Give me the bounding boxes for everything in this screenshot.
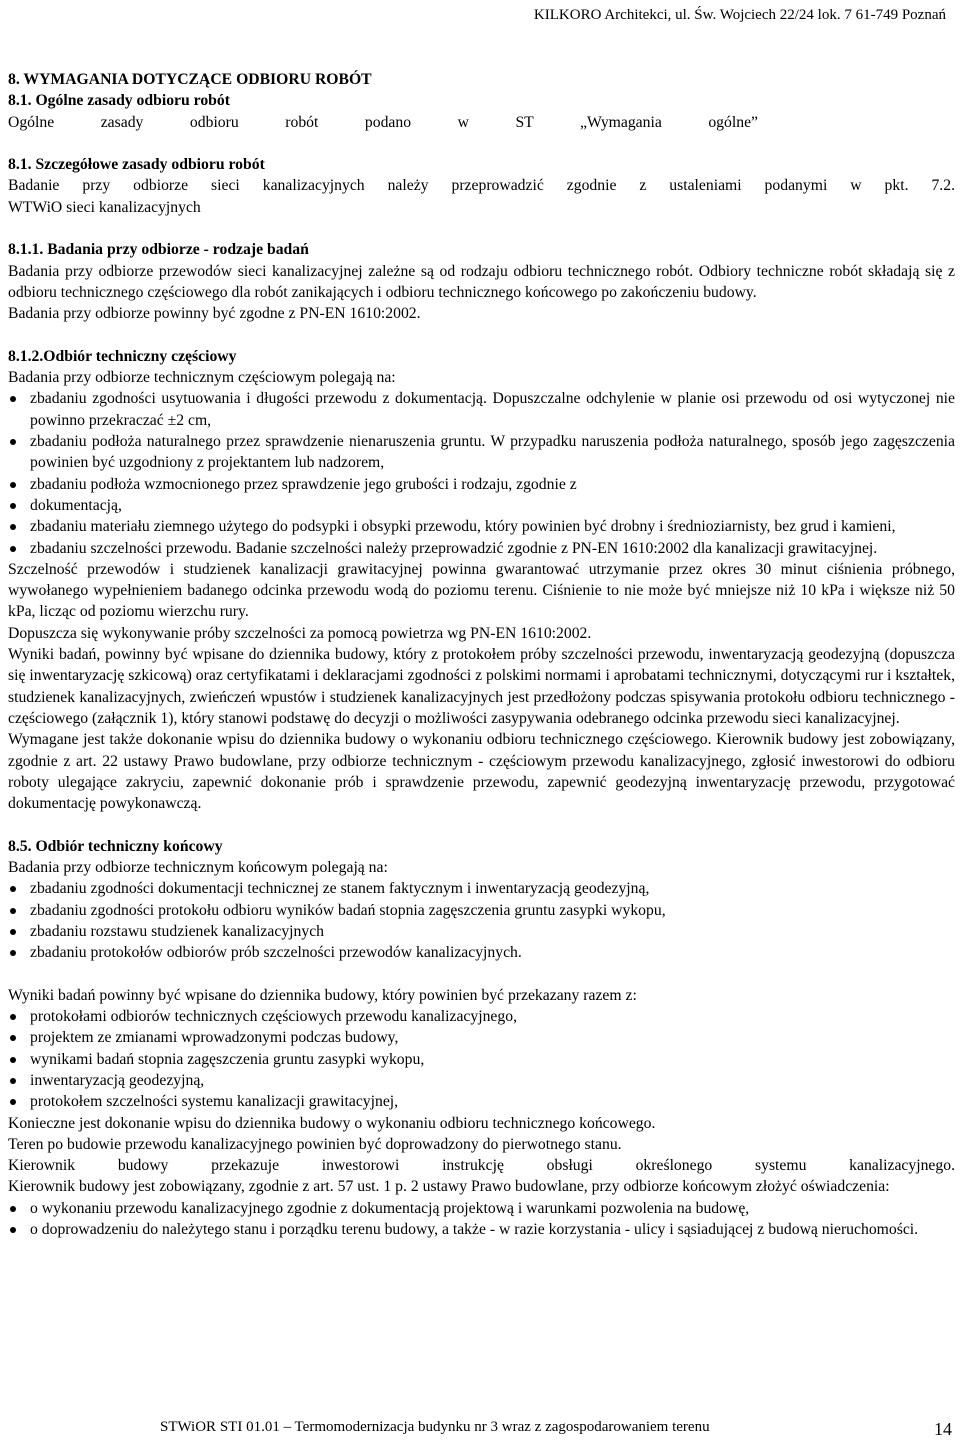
declaration-paragraph: Kierownik budowy jest zobowiązany, zgodnie z art. 57 ust. 1 p. 2 ustawy Prawo budowlane, przy odbiorze końcowym złożyć oświadczenia:: [8, 1178, 890, 1196]
results-paragraph: Wyniki badań, powinny być wpisane do dziennika budowy, który z protokołem próby szczelności przewodu, inwentaryzacją geodezyjną (dopuszcza się inwentaryzację szkicową) oraz certyfikatami i deklaracjami zgodności z polskimi normami i aprobatami technicznymi, dotyczącymi rur i kształtek, studzienek kanalizacyjnych, zwieńczeń wpustów i studzienek kanalizacyjnych jest przedłożony podczas spisywania protokołu odbioru technicznego -częściowego (załącznik 1), który stanowi podstawę do decyzji o możliwości zasypywania odebranego odcinka przewodu sieci kanalizacyjnej.: [8, 646, 955, 727]
results-intro: Wyniki badań powinny być wpisane do dziennika budowy, który powinien być przekazany razem z:: [8, 986, 637, 1004]
list-item: zbadaniu szczelności przewodu. Badanie szczelności należy przeprowadzić zgodnie z PN-EN 1610:2002 dla kanalizacji grawitacyjnej.: [30, 538, 955, 559]
tightness-paragraph: Szczelność przewodów i studzienek kanalizacji grawitacyjnej powinna gwarantować utrzymanie przez okres 30 minut ciśnienia próbnego, wywołanego wypełnieniem badanego odcinka przewodu wodą do poziomu terenu. Ciśnienie to nie może być mniejsze niż 10 kPa i większe niż 50 kPa, licząc od poziomu wierzchu rury.: [8, 560, 955, 621]
page-footer: STWiOR STI 01.01 – Termomodernizacja budynku nr 3 wraz z zagospodarowaniem terenu: [160, 1419, 710, 1435]
section-8-1-detail-title: 8.1. Szczegółowe zasady odbioru robót: [8, 156, 265, 174]
section-8-1-1-paragraph: Badania przy odbiorze przewodów sieci kanalizacyjnej zależne są od rodzaju odbioru technicznego robót. Odbiory techniczne robót składają się z odbioru technicznego częściowego dla robót zanikających i odbioru technicznego końcowego po zakończeniu budowy.: [8, 262, 955, 301]
list-item: dokumentacją,: [30, 495, 955, 516]
list-item: zbadaniu podłoża wzmocnionego przez sprawdzenie jego grubości i rodzaju, zgodnie z: [30, 474, 955, 495]
instruction-paragraph: Kierownik budowy przekazuje inwestorowi instrukcję obsługi określonego systemu kanalizacyjnego.: [8, 1157, 955, 1175]
section-8-1-2-title: 8.1.2.Odbiór techniczny częściowy: [8, 347, 237, 365]
list-item: zbadaniu materiału ziemnego użytego do podsypki i obsypki przewodu, który powinien być drobny i średnioziarnisty, bez grud i kamieni,: [30, 516, 955, 537]
site-restoration-paragraph: Teren po budowie przewodu kanalizacyjnego powinien być doprowadzony do pierwotnego stanu.: [8, 1135, 622, 1153]
list-item: zbadaniu zgodności usytuowania i długości przewodu z dokumentacją. Dopuszczalne odchylenie w planie osi przewodu od osi wytyczonej nie powinno przekraczać ±2 cm,: [30, 388, 955, 431]
list-item: inwentaryzacją geodezyjną,: [30, 1070, 955, 1091]
list-item: protokołami odbiorów technicznych częściowych przewodu kanalizacyjnego,: [30, 1006, 955, 1027]
list-item: o wykonaniu przewodu kanalizacyjnego zgodnie z dokumentacją projektową i warunkami pozwolenia na budowę,: [30, 1198, 955, 1219]
list-item: zbadaniu podłoża naturalnego przez sprawdzenie nienaruszenia gruntu. W przypadku naruszenia podłoża naturalnego, sposób jego zagęszczenia powinien być uzgodniony z projektantem lub nadzorem,: [30, 431, 955, 474]
list-item: zbadaniu zgodności protokołu odbioru wyników badań stopnia zagęszczenia gruntu zasypki wykopu,: [30, 900, 955, 921]
section-8-1-detail-text-cont: WTWiO sieci kanalizacyjnych: [8, 198, 201, 216]
declarations-list: [8, 1198, 955, 1241]
list-item: zbadaniu protokołów odbiorów prób szczelności przewodów kanalizacyjnych.: [30, 942, 955, 963]
handover-documents-list: [8, 1006, 955, 1112]
section-8-1-title: 8.1. Ogólne zasady odbioru robót: [8, 92, 230, 110]
final-acceptance-list: [8, 878, 955, 963]
list-item: o doprowadzeniu do należytego stanu i porządku terenu budowy, a także - w razie korzystania - ulicy i sąsiadującej z budową nieruchomości.: [30, 1219, 955, 1240]
partial-acceptance-list: [8, 388, 955, 558]
page-header: KILKORO Architekci, ul. Św. Wojciech 22/24 lok. 7 61-749 Poznań: [533, 7, 946, 23]
section-8-1-1-norm: Badania przy odbiorze powinny być zgodne z PN-EN 1610:2002.: [8, 305, 421, 323]
page-number: 14: [934, 1419, 952, 1439]
air-test-paragraph: Dopuszcza się wykonywanie próby szczelności za pomocą powietrza wg PN-EN 1610:2002.: [8, 624, 592, 642]
final-entry-paragraph: Konieczne jest dokonanie wpisu do dziennika budowy o wykonaniu odbioru technicznego końcowego.: [8, 1114, 656, 1132]
section-8-title: 8. WYMAGANIA DOTYCZĄCE ODBIORU ROBÓT: [8, 71, 372, 88]
section-8-1-1-title: 8.1.1. Badania przy odbiorze - rodzaje badań: [8, 241, 309, 259]
site-diary-paragraph: Wymagane jest także dokonanie wpisu do dziennika budowy o wykonaniu odbioru technicznego częściowego. Kierownik budowy jest zobowiązany, zgodnie z art. 22 ustawy Prawo budowlane, przy odbiorze technicznym - częściowym przewodu kanalizacyjnego, zgłosić inwestorowi do odbioru roboty ulegające zakryciu, zapewnić dokonanie prób i sprawdzenie przewodu, zapewnić geodezyjną inwentaryzację przewodu, przygotować dokumentację powykonawczą.: [8, 731, 955, 813]
section-8-5-intro: Badania przy odbiorze technicznym końcowym polegają na:: [8, 858, 388, 876]
section-8-1-detail-text: Badanie przy odbiorze sieci kanalizacyjnych należy przeprowadzić zgodnie z ustaleniami podanymi w pkt. 7.2.: [8, 177, 955, 195]
list-item: zbadaniu rozstawu studzienek kanalizacyjnych: [30, 921, 955, 942]
list-item: projektem ze zmianami wprowadzonymi podczas budowy,: [30, 1027, 955, 1048]
section-8-1-2-intro: Badania przy odbiorze technicznym częściowym polegają na:: [8, 369, 396, 387]
section-8-1-text: Ogólne zasady odbioru robót podano w ST „Wymagania ogólne”: [8, 113, 758, 131]
list-item: zbadaniu zgodności dokumentacji technicznej ze stanem faktycznym i inwentaryzacją geodezyjną,: [30, 878, 955, 899]
list-item: wynikami badań stopnia zagęszczenia gruntu zasypki wykopu,: [30, 1049, 955, 1070]
document-body: [8, 69, 955, 1240]
list-item: protokołem szczelności systemu kanalizacji grawitacyjnej,: [30, 1091, 955, 1112]
section-8-5-title: 8.5. Odbiór techniczny końcowy: [8, 837, 223, 855]
